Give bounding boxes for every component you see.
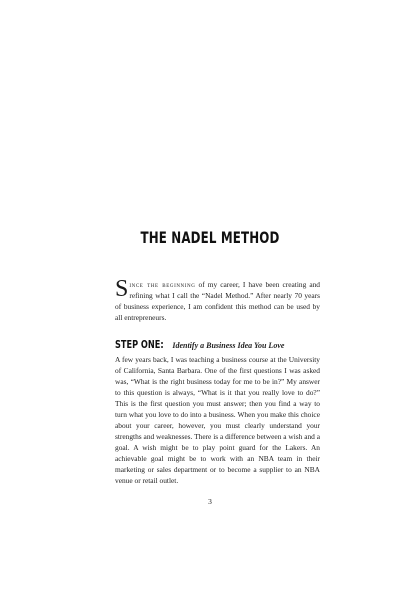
intro-small-caps: ince the beginning	[129, 280, 196, 289]
step-one-heading	[115, 328, 335, 355]
chapter-title: THE NADEL METHOD	[140, 228, 280, 247]
intro-text: of my career, I have been creating and refining what I call the “Nadel Method.” After nearly 70 years of business experience, I am confident this method can be used by all entrepreneurs.	[115, 280, 321, 322]
page-number: 3	[208, 497, 212, 506]
drop-cap: S	[115, 276, 129, 302]
intro-paragraph	[115, 276, 321, 323]
step-one-paragraph: A few years back, I was teaching a business course at the University of California, Santa Barbara. One of the first questions I was asked was, “What is the right business today for me to be in?” My answer to this question is always, “What is it that you really love to do?” This is the first question you must answer; then you find a way to turn what you love to do into a business. When you make this choice about your career, however, you must clearly understand your strengths and weaknesses. There is a difference between a wish and a goal. A wish might be to play point guard for the Lakers. An achievable goal might be to work with an NBA team in their marketing or sales department or to become a supplier to an NBA venue or retail outlet.	[115, 355, 320, 485]
step-one-label: STEP ONE:	[115, 339, 164, 351]
step-one-subtitle: Identify a Business Idea You Love	[172, 341, 285, 350]
